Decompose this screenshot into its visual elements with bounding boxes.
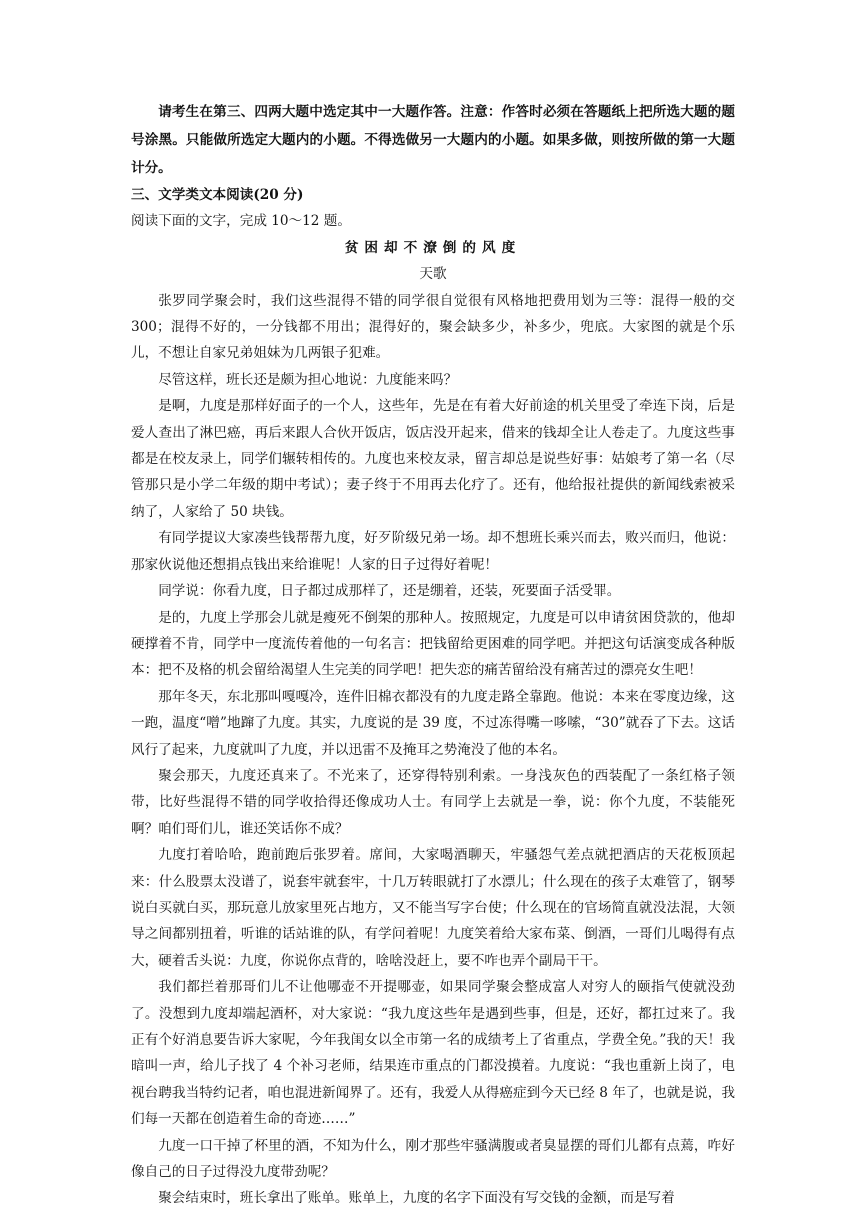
- reading-prompt: 阅读下面的文字，完成 10～12 题。: [131, 213, 351, 230]
- section-heading: 三、文学类文本阅读(20 分): [131, 187, 304, 203]
- article-paragraph: 聚会那天，九度还真来了。不光来了，还穿得特别利索。一身浅灰色的西装配了一条红格子领带，比好些混得不错的同学收拾得还像成功人士。有同学上去就是一拳，说：你个九度，不装能死啊？咱们哥们儿，谁还笑话你不成？: [131, 767, 735, 837]
- document-page: [131, 98, 735, 1212]
- article-paragraph: 那年冬天，东北那叫嘎嘎冷，连件旧棉衣都没有的九度走路全靠跑。他说：本来在零度边缘，这一跑，温度“噌”地蹿了九度。其实，九度说的是 39 度，不过冻得嘴一哆嗦，“30”就吞了下去。这话风行了起来，九度就叫了九度，并以迅雷不及掩耳之势淹没了他的本名。: [131, 688, 735, 758]
- article-paragraph: 是的，九度上学那会儿就是瘦死不倒架的那种人。按照规定，九度是可以申请贫困贷款的，他却硬撑着不肯，同学中一度流传着他的一句名言：把钱留给更困难的同学吧。并把这句话演变成各种版本：把不及格的机会留给渴望人生完美的同学吧！把失恋的痛苦留给没有痛苦过的漂亮女生吧！: [131, 609, 735, 679]
- article-paragraph: 我们都拦着那哥们儿不让他哪壶不开提哪壶，如果同学聚会整成富人对穷人的颐指气使就没劲了。没想到九度却端起酒杯，对大家说：“我九度这些年是遇到些事，但是，还好，都扛过来了。我正有个好消息要告诉大家呢，今年我闺女以全市第一名的成绩考上了省重点，学费全免。”我的天！我暗叫一声，给儿子找了 4 个补习老师，结果连市重点的门都没摸着。九度说：“我也重新上岗了，电视台聘我当特约记者，咱也混进新闻界了。还有，我爱人从得癌症到今天已经 8 年了，也就是说，我们每一天都在创造着生命的奇迹……”: [131, 979, 735, 1128]
- article-paragraph: 是啊，九度是那样好面子的一个人，这些年，先是在有着大好前途的机关里受了牵连下岗，后是爱人查出了淋巴癌，再后来跟人合伙开饭店，饭店没开起来，借来的钱却全让人卷走了。九度这些事都是在校友录上，同学们辗转相传的。九度也来校友录，留言却总是说些好事：姑娘考了第一名（尽管那只是小学二年级的期中考试）；妻子终于不用再去化疗了。还有，他给报社提供的新闻线索被采纳了，人家给了 50 块钱。: [131, 398, 735, 520]
- article-paragraph: 有同学提议大家凑些钱帮帮九度，好歹阶级兄弟一场。却不想班长乘兴而去，败兴而归，他说：那家伙说他还想捐点钱出来给谁呢！人家的日子过得好着呢！: [131, 530, 735, 573]
- article-paragraph: 张罗同学聚会时，我们这些混得不错的同学很自觉很有风格地把费用划为三等：混得一般的交 300；混得不好的，一分钱都不用出；混得好的，聚会缺多少，补多少，兜底。大家图的就是个乐儿，不想让自家兄弟姐妹为几两银子犯难。: [131, 292, 735, 362]
- article-paragraph: 同学说：你看九度，日子都过成那样了，还是绷着，还装，死要面子活受罪。: [158, 583, 621, 600]
- article-paragraph: 九度打着哈哈，跑前跑后张罗着。席间，大家喝酒聊天，牢骚怨气差点就把酒店的天花板顶起来：什么股票太没谱了，说套牢就套牢，十几万转眼就打了水漂儿；什么现在的孩子太难管了，钢琴说白买就白买，那玩意儿放家里死占地方，又不能当写字台使；什么现在的官场简直就没法混，大领导之间都别扭着，听谁的话站谁的队，有学问着呢！九度笑着给大家布菜、倒酒，一哥们儿喝得有点大，硬着舌头说：九度，你说你点背的，啥啥没赶上，要不咋也弄个副局干干。: [131, 847, 735, 969]
- exam-instructions: 请考生在第三、四两大题中选定其中一大题作答。注意：作答时必须在答题纸上把所选大题的题号涂黑。只能做所选定大题内的小题。不得选做另一大题内的小题。如果多做，则按所做的第一大题计分。: [131, 104, 735, 176]
- article-title: 贫困却不潦倒的风度: [344, 239, 522, 256]
- article-paragraph: 聚会结束时，班长拿出了账单。账单上，九度的名字下面没有写交钱的金额，而是写着: [158, 1190, 675, 1207]
- article-author: 天歌: [419, 266, 447, 283]
- article-paragraph: 九度一口干掉了杯里的酒，不知为什么，刚才那些牢骚满腹或者臭显摆的哥们儿都有点蔫，咋好像自己的日子过得没九度带劲呢？: [131, 1137, 735, 1181]
- article-paragraph: 尽管这样，班长还是颇为担心地说：九度能来吗？: [158, 371, 458, 388]
